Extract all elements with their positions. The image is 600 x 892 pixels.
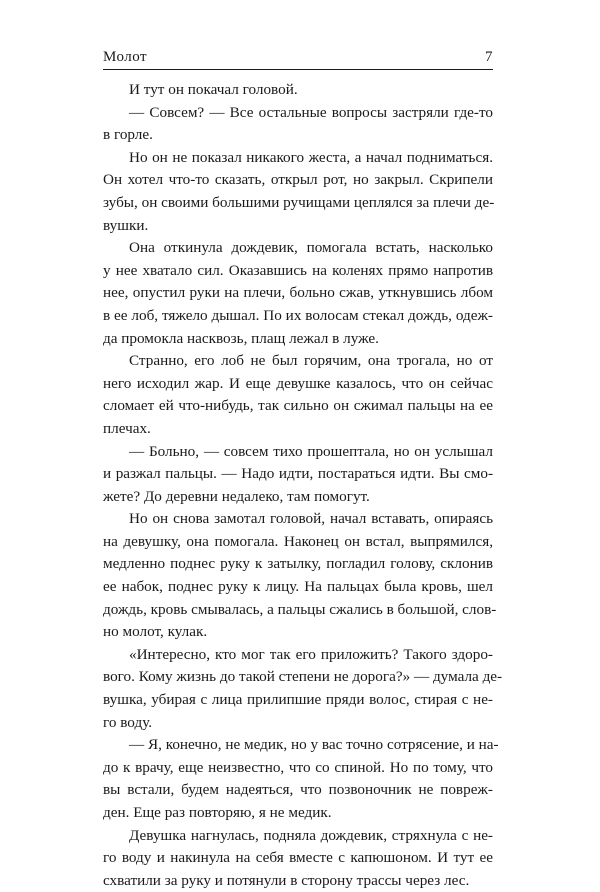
paragraph — [103, 79, 493, 102]
paragraph — [103, 102, 493, 147]
text-line: Но он не показал никакого жеста, а начал подниматься. — [129, 148, 493, 166]
text-line: но молот, кулак. — [103, 623, 208, 641]
text-line: «Интересно, кто мог так его приложить? Такого здоро- — [129, 645, 493, 663]
text-line: — Совсем? — Все остальные вопросы застряли где-то — [129, 103, 493, 121]
text-line: го воду. — [103, 713, 153, 731]
paragraph — [103, 644, 503, 734]
text-line: в горле. — [103, 126, 153, 144]
paragraph — [103, 237, 493, 350]
text-line: плечах. — [103, 419, 151, 437]
text-line: до к врачу, еще неизвестно, что со спиной. Но по тому, что — [103, 758, 493, 776]
text-line: — Я, конечно, не медик, но у вас точно сотрясение, и на- — [129, 736, 499, 754]
paragraph — [103, 441, 493, 509]
text-line: сломает ей что-нибудь, так сильно он сжимал пальцы на ее — [103, 397, 493, 415]
text-line: в ее лоб, тяжело дышал. По их волосам стекал дождь, одеж- — [103, 306, 493, 324]
book-title: Молот — [103, 49, 148, 65]
text-line: да промокла насквозь, плащ лежал в луже. — [103, 329, 379, 347]
text-line: ее набок, поднес руку к лицу. На пальцах была кровь, шел — [103, 578, 493, 596]
text-line: на девушку, она помогала. Наконец он встал, выпрямился, — [103, 532, 493, 550]
text-line: и разжал пальцы. — Надо идти, постараться идти. Вы смо- — [103, 465, 493, 483]
text-line: дождь, кровь смывалась, а пальцы сжались в большой, слов- — [103, 600, 497, 618]
text-line: нее, опустил руки на плечи, больно сжав, уткнувшись лбом — [103, 284, 493, 302]
page-number: 7 — [485, 49, 493, 65]
text-line: Странно, его лоб не был горячим, она трогала, но от — [129, 352, 493, 370]
text-line: жете? До деревни недалеко, там помогут. — [103, 487, 370, 505]
paragraph — [103, 508, 497, 644]
text-line: него исходил жар. И еще девушке казалось, что он сейчас — [103, 374, 493, 392]
text-line: медленно поднес руку к затылку, погладил голову, склонив — [103, 555, 493, 573]
text-line: Она откинула дождевик, помогала встать, насколько — [129, 239, 493, 257]
paragraph — [103, 350, 493, 440]
text-line: вого. Кому жизнь до такой степени не дорога?» — думала де- — [103, 668, 503, 686]
text-line: зубы, он своими большими ручищами цеплялся за плечи де- — [103, 193, 495, 211]
text-line: Но он снова замотал головой, начал вставать, опираясь — [129, 510, 493, 528]
text-line: ден. Еще раз повторяю, я не медик. — [103, 804, 332, 821]
text-line: И тут он покачал головой. — [129, 81, 298, 98]
paragraph — [103, 147, 493, 237]
text-line: схватили за руку и потянули в сторону трассы через лес. — [103, 871, 470, 889]
text-line: у нее хватало сил. Оказавшись на коленях прямо напротив — [103, 261, 493, 279]
text-line: вы встали, будем надеяться, что позвоночник не повреж- — [103, 781, 493, 799]
text-line: Он хотел что-то сказать, открыл рот, но закрыл. Скрипели — [103, 171, 493, 189]
text-line: вушка, убирая с лица прилипшие пряди волос, стирая с не- — [103, 691, 493, 709]
paragraph — [103, 734, 499, 824]
body-text — [103, 79, 503, 892]
text-line: — Больно, — совсем тихо прошептала, но он услышал — [129, 442, 493, 460]
text-line: го воду и накинула на себя вместе с капюшоном. И тут ее — [103, 849, 493, 867]
running-header — [103, 44, 493, 70]
text-line: Девушка нагнулась, подняла дождевик, стряхнула с не- — [129, 826, 493, 844]
paragraph — [103, 825, 493, 892]
text-line: вушки. — [103, 216, 149, 234]
